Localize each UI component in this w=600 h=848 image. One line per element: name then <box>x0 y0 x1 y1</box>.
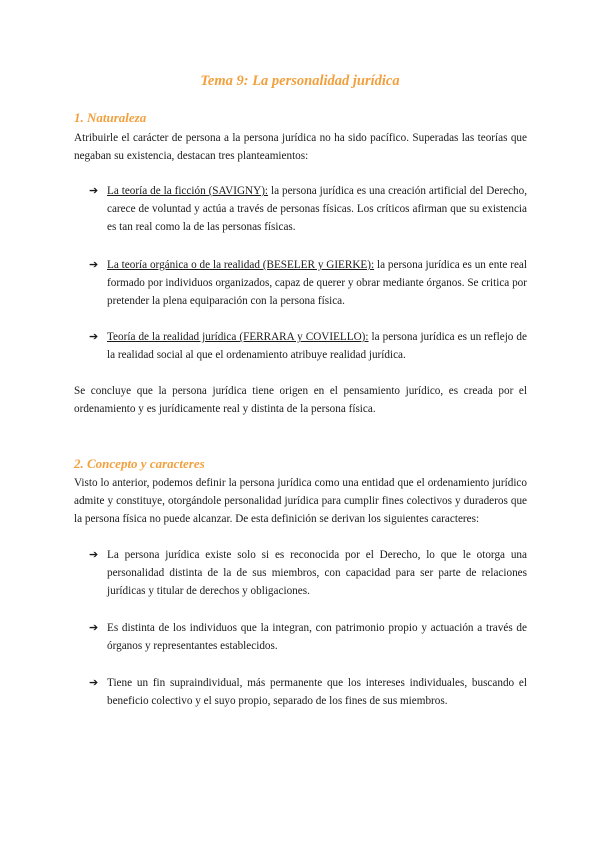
list-item <box>89 546 527 600</box>
character-text: Es distinta de los individuos que la integran, con patrimonio propio y actuación a través de órganos y representantes establecidos. <box>107 622 527 652</box>
section1-intro: Atribuirle el carácter de persona a la persona jurídica no ha sido pacífico. Superadas las teorías que negaban su existencia, destacan tres planteamientos: <box>74 132 527 162</box>
arrow-right-icon: ➔ <box>89 185 99 197</box>
theory-label: Teoría de la realidad jurídica (FERRARA y COVIELLO): <box>107 331 369 343</box>
character-text: La persona jurídica existe solo si es reconocida por el Derecho, lo que le otorga una personalidad distinta de la de sus miembros, con capacidad para ser parte de relaciones jurídicas y titular de derechos y obligaciones. <box>107 549 527 597</box>
theory-text: la persona jurídica es una creación artificial del Derecho, carece de voluntad y actúa a través de personas físicas. Los críticos afirman que su existencia es tan real como la de las personas físicas. <box>107 185 527 233</box>
section-heading-naturaleza: 1. Naturaleza <box>74 110 147 125</box>
theory-text: la persona jurídica es un ente real formado por individuos organizados, capaz de querer y obrar mediante órganos. Se critica por pretender la plena equiparación con la persona física. <box>107 259 527 307</box>
arrow-right-icon: ➔ <box>89 549 99 561</box>
list-item <box>89 182 527 236</box>
list-item <box>89 619 527 655</box>
section-heading-concepto: 2. Concepto y caracteres <box>74 456 205 471</box>
arrow-right-icon: ➔ <box>89 331 99 343</box>
arrow-right-icon: ➔ <box>89 259 99 271</box>
list-item <box>89 256 527 310</box>
arrow-right-icon: ➔ <box>89 677 99 689</box>
list-item <box>89 674 527 710</box>
character-text: Tiene un fin supraindividual, más permanente que los intereses individuales, buscando el beneficio colectivo y el suyo propio, separado de los fines de sus miembros. <box>107 677 527 707</box>
page-title: Tema 9: La personalidad jurídica <box>200 73 400 89</box>
section1-conclusion: Se concluye que la persona jurídica tiene origen en el pensamiento jurídico, es creada por el ordenamiento y es jurídicamente real y distinta de la persona física. <box>74 385 527 415</box>
theory-label: La teoría orgánica o de la realidad (BESELER y GIERKE): <box>107 259 375 271</box>
theory-text: la persona jurídica es un reflejo de la realidad social al que el ordenamiento atribuye realidad jurídica. <box>107 331 527 361</box>
arrow-right-icon: ➔ <box>89 622 99 634</box>
theory-label: La teoría de la ficción (SAVIGNY): <box>107 185 269 197</box>
list-item <box>89 328 527 364</box>
section2-intro: Visto lo anterior, podemos definir la persona jurídica como una entidad que el ordenamiento jurídico admite y constituye, otorgándole personalidad jurídica para cumplir fines colectivos y duraderos que la persona física no puede alcanzar. De esta definición se derivan los siguientes caracteres: <box>74 477 527 525</box>
